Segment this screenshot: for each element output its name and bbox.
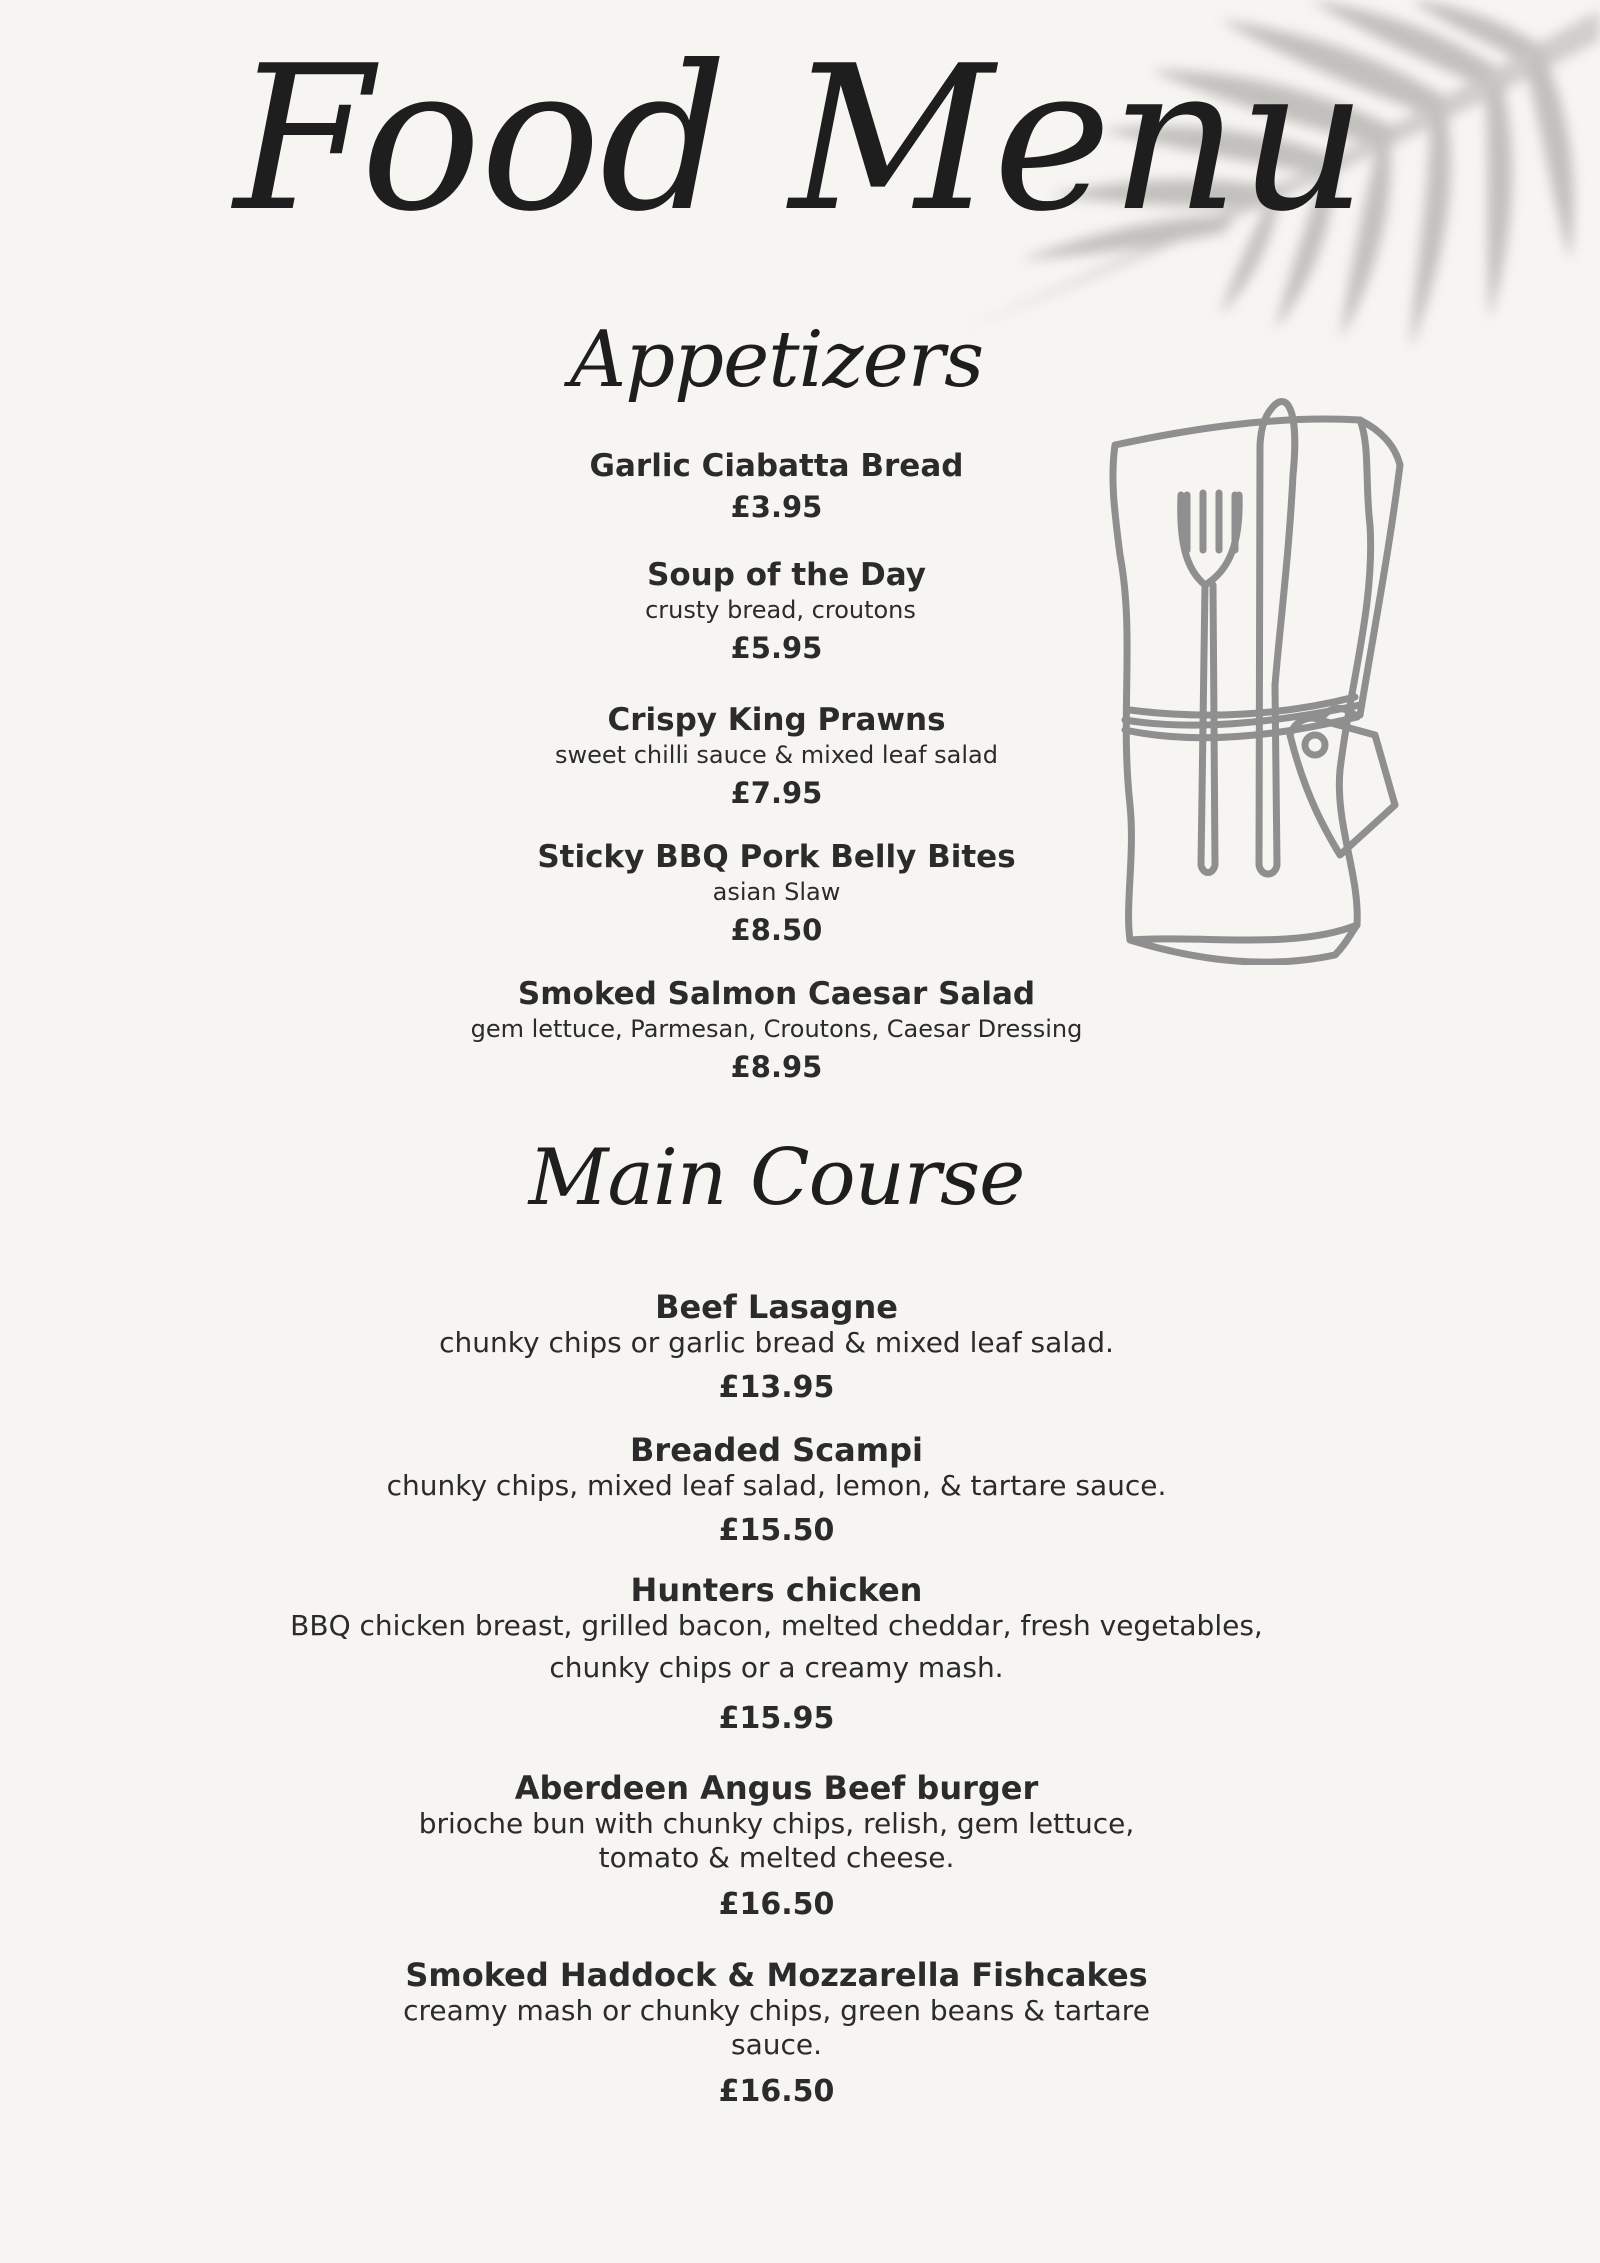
- appetizers-heading: Appetizers: [569, 315, 984, 405]
- item-description: crusty bread, croutons: [645, 596, 916, 624]
- menu-item: [0, 975, 1553, 1085]
- menu-item: [0, 1431, 1553, 1549]
- item-name: Breaded Scampi: [630, 1431, 923, 1469]
- item-name: Hunters chicken: [630, 1571, 923, 1609]
- item-price: £8.50: [730, 913, 823, 947]
- item-price: £5.95: [730, 631, 823, 665]
- item-price: £16.50: [718, 2074, 835, 2109]
- menu-item: [0, 1769, 1553, 1923]
- item-price: £3.95: [730, 490, 823, 524]
- cutlery-napkin-icon: [1095, 385, 1420, 965]
- menu-item: [0, 1571, 1553, 1737]
- item-description: chunky chips, mixed leaf salad, lemon, & tartare sauce.: [386, 1469, 1167, 1502]
- item-description-line2: sauce.: [730, 2028, 822, 2061]
- main-course-heading: Main Course: [528, 1133, 1025, 1223]
- menu-title: Food Menu: [233, 23, 1366, 256]
- item-description: asian Slaw: [712, 878, 841, 906]
- item-description-line2: tomato & melted cheese.: [598, 1841, 955, 1874]
- menu-item: [0, 1956, 1553, 2110]
- item-description-line2: chunky chips or a creamy mash.: [549, 1651, 1004, 1684]
- menu-item: [0, 1288, 1553, 1406]
- item-price: £8.95: [730, 1050, 823, 1084]
- item-name: Aberdeen Angus Beef burger: [514, 1769, 1039, 1807]
- item-description: BBQ chicken breast, grilled bacon, melted cheddar, fresh vegetables,: [290, 1609, 1263, 1642]
- item-description: gem lettuce, Parmesan, Croutons, Caesar Dressing: [470, 1015, 1083, 1043]
- item-price: £15.95: [718, 1701, 835, 1736]
- item-description: brioche bun with chunky chips, relish, gem lettuce,: [418, 1807, 1135, 1840]
- item-name: Crispy King Prawns: [607, 702, 946, 738]
- item-name: Beef Lasagne: [655, 1288, 898, 1326]
- item-description: sweet chilli sauce & mixed leaf salad: [555, 741, 998, 769]
- item-name: Garlic Ciabatta Bread: [589, 448, 964, 484]
- item-name: Soup of the Day: [647, 557, 926, 593]
- item-name: Sticky BBQ Pork Belly Bites: [537, 839, 1016, 875]
- item-name: Smoked Haddock & Mozzarella Fishcakes: [405, 1956, 1148, 1994]
- item-price: £16.50: [718, 1887, 835, 1922]
- item-name: Smoked Salmon Caesar Salad: [517, 976, 1036, 1012]
- item-price: £7.95: [730, 776, 823, 810]
- item-description: chunky chips or garlic bread & mixed leaf salad.: [439, 1326, 1114, 1359]
- item-price: £13.95: [718, 1370, 835, 1405]
- item-price: £15.50: [718, 1513, 835, 1548]
- item-description: creamy mash or chunky chips, green beans & tartare: [403, 1994, 1150, 2027]
